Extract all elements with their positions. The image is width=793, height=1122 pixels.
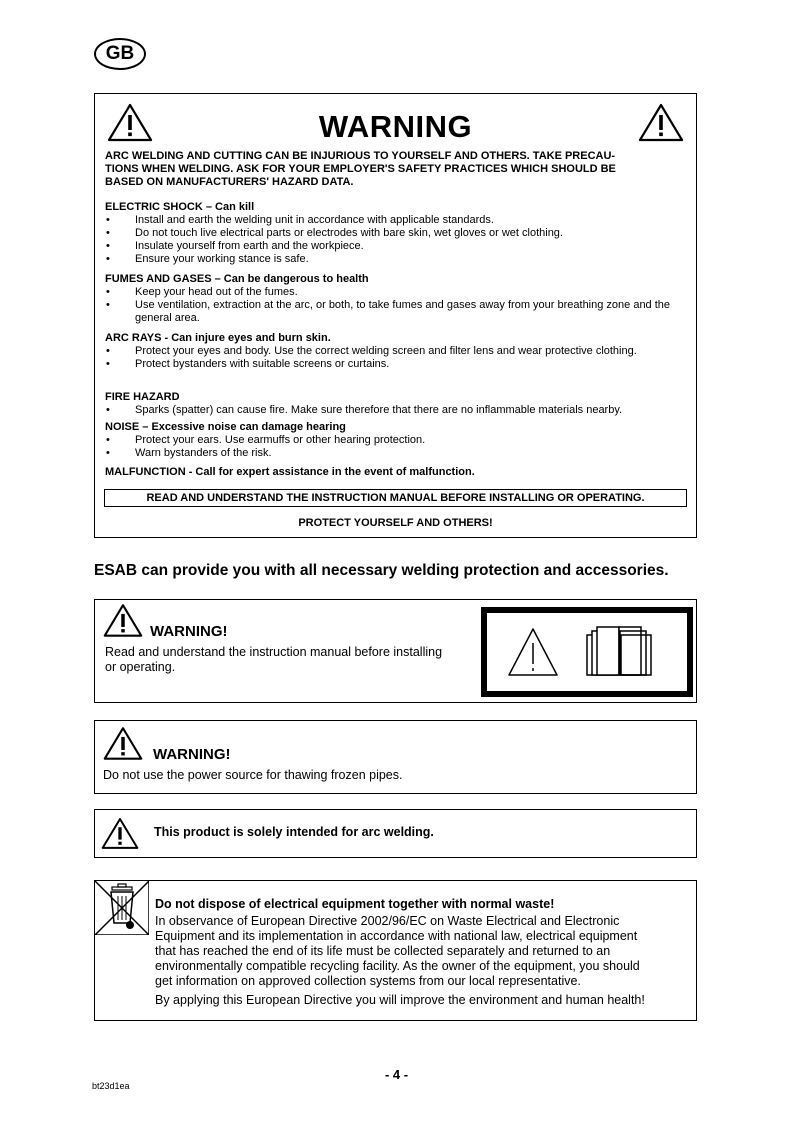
text-line: get information on approved collection systems from our local representative. — [155, 974, 581, 988]
list-item: • Protect your eyes and body. Use the correct welding screen and filter lens and wear protective clothing. — [105, 345, 646, 358]
intro-line: TIONS WHEN WELDING. ASK FOR YOUR EMPLOYER'S SAFETY PRACTICES WHICH SHOULD BE — [105, 163, 616, 175]
list-item: • Insulate yourself from earth and the workpiece. — [105, 240, 686, 253]
list-item: • Warn bystanders of the risk. — [105, 447, 686, 460]
main-warning-title: WARNING — [318, 109, 473, 144]
warning-triangle-icon — [103, 602, 143, 638]
region-badge: GB — [94, 38, 146, 70]
warning-triangle-icon — [101, 815, 139, 851]
weee-heading: Do not dispose of electrical equipment together with normal waste! — [155, 897, 555, 911]
frozen-pipes-warning-text: Do not use the power source for thawing frozen pipes. — [103, 768, 403, 782]
page-number: - 4 - — [384, 1067, 409, 1082]
text-line: environmentally compatible recycling facility. As the owner of the equipment, you should — [155, 959, 640, 973]
list-item: • Keep your head out of the fumes. — [105, 286, 676, 299]
arc-welding-only-text: This product is solely intended for arc welding. — [154, 825, 434, 839]
frozen-pipes-warning-label: WARNING! — [153, 746, 231, 763]
list-item: • Use ventilation, extraction at the arc, or both, to take fumes and gases away from your breathing zone and the general area. — [105, 299, 676, 325]
fumes-section — [105, 273, 686, 325]
text-line: or operating. — [105, 660, 176, 674]
intro-line: ARC WELDING AND CUTTING CAN BE INJURIOUS TO YOURSELF AND OTHERS. TAKE PRECAU- — [105, 150, 616, 162]
section-heading: NOISE – Excessive noise can damage hearing — [105, 421, 346, 433]
text-line: In observance of European Directive 2002/96/EC on Waste Electrical and Electronic — [155, 914, 620, 928]
list-item: • Ensure your working stance is safe. — [105, 253, 686, 266]
text-line: Read and understand the instruction manual before installing — [105, 645, 443, 659]
read-manual-banner: READ AND UNDERSTAND THE INSTRUCTION MANUAL BEFORE INSTALLING OR OPERATING. — [104, 489, 687, 507]
main-warning-intro — [105, 150, 686, 189]
section-heading: ARC RAYS - Can injure eyes and burn skin. — [105, 332, 331, 344]
weee-disposal-box — [94, 880, 697, 1021]
manual-warning-label: WARNING! — [150, 623, 228, 640]
section-heading: FUMES AND GASES – Can be dangerous to health — [105, 273, 369, 285]
noise-section — [105, 421, 686, 460]
section-heading: FIRE HAZARD — [105, 391, 180, 403]
list-item: • Sparks (spatter) can cause fire. Make sure therefore that there are no inflammable materials nearby. — [105, 404, 686, 417]
weee-closing: By applying this European Directive you will improve the environment and human health! — [155, 993, 645, 1007]
text-line: that has reached the end of its life must be collected separately and returned to an — [155, 944, 611, 958]
crossed-out-bin-icon — [95, 881, 149, 935]
malfunction-text: MALFUNCTION - Call for expert assistance in the event of malfunction. — [105, 466, 475, 478]
intro-line: BASED ON MANUFACTURERS' HAZARD DATA. — [105, 176, 354, 188]
read-manual-pictogram-icon — [481, 607, 693, 697]
malfunction-section — [105, 466, 686, 479]
electric-shock-section — [105, 201, 686, 266]
manual-warning-box — [94, 599, 697, 703]
frozen-pipes-warning-box — [94, 720, 697, 794]
list-item: • Install and earth the welding unit in accordance with applicable standards. — [105, 214, 686, 227]
manual-warning-text — [105, 645, 442, 675]
list-item: • Do not touch live electrical parts or electrodes with bare skin, wet gloves or wet clothing. — [105, 227, 686, 240]
warning-triangle-icon — [103, 725, 143, 761]
section-heading: ELECTRIC SHOCK – Can kill — [105, 201, 255, 213]
main-warning-box — [94, 93, 697, 538]
protect-yourself-text: PROTECT YOURSELF AND OTHERS! — [298, 517, 493, 529]
arc-rays-section — [105, 332, 686, 371]
weee-body — [155, 914, 695, 1008]
fire-section — [105, 391, 686, 417]
list-item: • Protect your ears. Use earmuffs or other hearing protection. — [105, 434, 686, 447]
document-code: bt23d1ea — [92, 1081, 130, 1091]
arc-welding-only-box — [94, 809, 697, 858]
esab-accessories-line: ESAB can provide you with all necessary welding protection and accessories. — [94, 562, 669, 579]
text-line: Equipment and its implementation in accordance with national law, electrical equipment — [155, 929, 638, 943]
list-item: • Protect bystanders with suitable screens or curtains. — [105, 358, 646, 371]
